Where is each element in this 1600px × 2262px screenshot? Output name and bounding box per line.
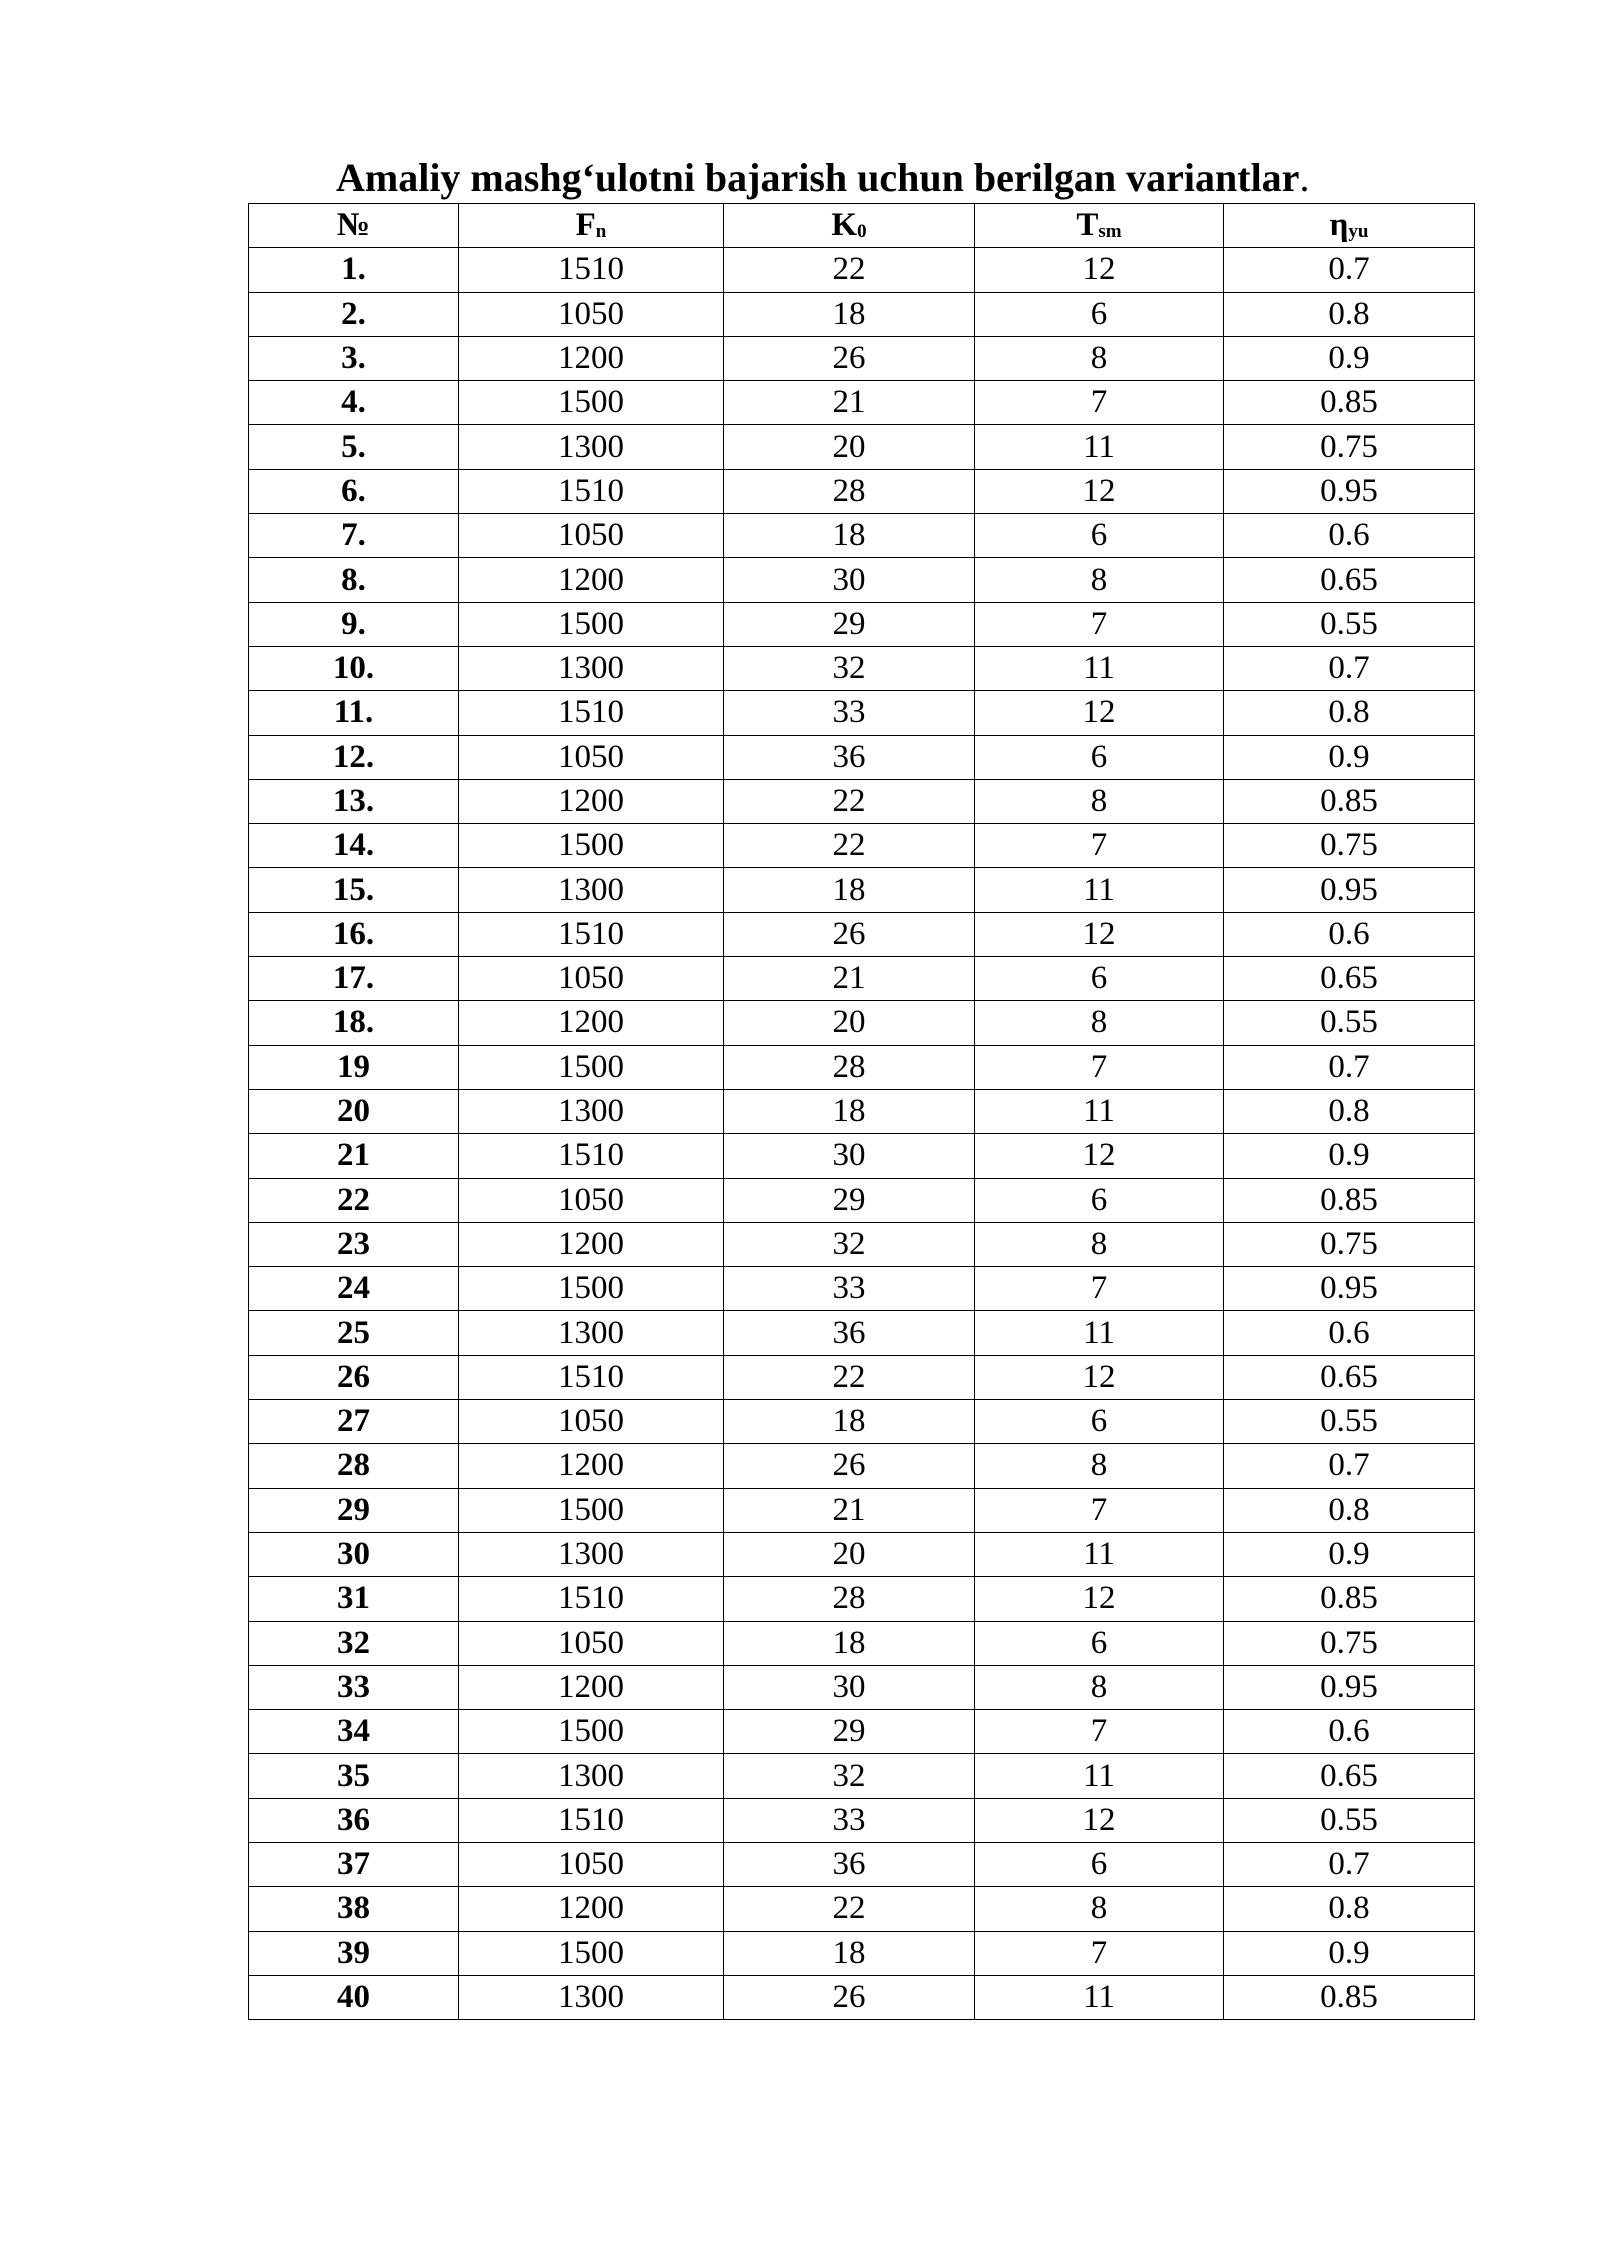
number-cell: 35 [249,1754,459,1798]
table-header-row [249,204,1475,248]
number-cell: 7. [249,514,459,558]
eta-yu-cell: 0.8 [1224,1887,1475,1931]
eta-yu-cell: 0.7 [1224,1444,1475,1488]
tsm-cell: 12 [975,248,1224,292]
k0-cell: 33 [724,691,975,735]
table-row [249,779,1475,823]
eta-yu-cell: 0.8 [1224,1488,1475,1532]
fn-cell: 1510 [459,1577,724,1621]
table-row [249,248,1475,292]
tsm-cell: 12 [975,912,1224,956]
number-cell: 30 [249,1532,459,1576]
tsm-cell: 8 [975,1665,1224,1709]
fn-cell: 1500 [459,1710,724,1754]
number-cell: 17. [249,957,459,1001]
number-cell: 23 [249,1222,459,1266]
eta-yu-cell: 0.6 [1224,1710,1475,1754]
k0-cell: 33 [724,1798,975,1842]
number-cell: 3. [249,336,459,380]
k0-cell: 32 [724,1222,975,1266]
header-fn-subscript: n [595,221,607,243]
page-title-text: Amaliy mashg‘ulotni bajarish uchun berilgan variantlar [336,155,1300,200]
k0-cell: 36 [724,735,975,779]
k0-cell: 26 [724,1975,975,2019]
eta-yu-cell: 0.9 [1224,735,1475,779]
number-cell: 13. [249,779,459,823]
number-cell: 28 [249,1444,459,1488]
tsm-cell: 8 [975,1222,1224,1266]
number-cell: 32 [249,1621,459,1665]
k0-cell: 30 [724,1665,975,1709]
eta-yu-cell: 0.95 [1224,868,1475,912]
number-cell: 16. [249,912,459,956]
fn-cell: 1050 [459,292,724,336]
number-cell: 11. [249,691,459,735]
number-cell: 40 [249,1975,459,2019]
eta-yu-cell: 0.7 [1224,646,1475,690]
fn-cell: 1050 [459,957,724,1001]
k0-cell: 18 [724,1621,975,1665]
eta-yu-cell: 0.95 [1224,1665,1475,1709]
fn-cell: 1300 [459,1754,724,1798]
k0-cell: 28 [724,1045,975,1089]
table-row [249,1045,1475,1089]
table-row [249,381,1475,425]
variants-table [248,203,1475,2020]
number-cell: 21 [249,1134,459,1178]
tsm-cell: 12 [975,1577,1224,1621]
tsm-cell: 8 [975,1444,1224,1488]
eta-yu-cell: 0.95 [1224,1267,1475,1311]
eta-yu-cell: 0.8 [1224,691,1475,735]
eta-yu-cell: 0.95 [1224,469,1475,513]
tsm-cell: 8 [975,558,1224,602]
tsm-cell: 7 [975,1267,1224,1311]
number-cell: 36 [249,1798,459,1842]
number-cell: 37 [249,1842,459,1886]
eta-yu-cell: 0.9 [1224,1134,1475,1178]
k0-cell: 32 [724,646,975,690]
number-cell: 24 [249,1267,459,1311]
k0-cell: 26 [724,912,975,956]
number-cell: 29 [249,1488,459,1532]
header-tsm-subscript: sm [1098,221,1122,243]
number-cell: 9. [249,602,459,646]
k0-cell: 18 [724,1400,975,1444]
tsm-cell: 6 [975,292,1224,336]
k0-cell: 22 [724,248,975,292]
k0-cell: 30 [724,558,975,602]
table-row [249,292,1475,336]
number-cell: 6. [249,469,459,513]
fn-cell: 1500 [459,1931,724,1975]
fn-cell: 1500 [459,602,724,646]
k0-cell: 21 [724,381,975,425]
number-cell: 8. [249,558,459,602]
table-body [249,248,1475,2020]
fn-cell: 1510 [459,248,724,292]
eta-yu-cell: 0.55 [1224,1400,1475,1444]
k0-cell: 20 [724,425,975,469]
tsm-cell: 11 [975,1089,1224,1133]
tsm-cell: 11 [975,1754,1224,1798]
k0-cell: 18 [724,1089,975,1133]
eta-yu-cell: 0.55 [1224,602,1475,646]
tsm-cell: 6 [975,1842,1224,1886]
fn-cell: 1300 [459,1311,724,1355]
eta-yu-cell: 0.6 [1224,514,1475,558]
tsm-cell: 11 [975,1532,1224,1576]
table-row [249,1444,1475,1488]
fn-cell: 1500 [459,1488,724,1532]
k0-cell: 22 [724,824,975,868]
tsm-cell: 12 [975,1134,1224,1178]
fn-cell: 1050 [459,514,724,558]
header-eta-yu [1224,204,1475,248]
number-cell: 27 [249,1400,459,1444]
eta-yu-cell: 0.75 [1224,425,1475,469]
table-row [249,469,1475,513]
tsm-cell: 7 [975,381,1224,425]
eta-yu-cell: 0.8 [1224,1089,1475,1133]
fn-cell: 1200 [459,336,724,380]
fn-cell: 1300 [459,1975,724,2019]
tsm-cell: 7 [975,1931,1224,1975]
fn-cell: 1200 [459,1444,724,1488]
k0-cell: 21 [724,957,975,1001]
page-title [336,152,1309,204]
table-row [249,868,1475,912]
number-cell: 2. [249,292,459,336]
eta-yu-cell: 0.65 [1224,1355,1475,1399]
header-fn-label: F [575,207,596,244]
number-cell: 1. [249,248,459,292]
number-cell: 10. [249,646,459,690]
fn-cell: 1510 [459,1798,724,1842]
tsm-cell: 11 [975,425,1224,469]
fn-cell: 1300 [459,1532,724,1576]
table-row [249,691,1475,735]
tsm-cell: 8 [975,779,1224,823]
eta-yu-cell: 0.85 [1224,779,1475,823]
eta-yu-cell: 0.7 [1224,1842,1475,1886]
fn-cell: 1200 [459,1222,724,1266]
fn-cell: 1500 [459,1045,724,1089]
fn-cell: 1300 [459,425,724,469]
fn-cell: 1300 [459,1089,724,1133]
k0-cell: 32 [724,1754,975,1798]
tsm-cell: 12 [975,691,1224,735]
header-eta-yu-label: η [1329,207,1349,244]
header-k0-label: K [831,207,858,244]
eta-yu-cell: 0.85 [1224,1577,1475,1621]
fn-cell: 1050 [459,1621,724,1665]
tsm-cell: 8 [975,1001,1224,1045]
eta-yu-cell: 0.8 [1224,292,1475,336]
number-cell: 34 [249,1710,459,1754]
header-tsm-label: T [1076,207,1099,244]
number-cell: 20 [249,1089,459,1133]
tsm-cell: 6 [975,735,1224,779]
table-row [249,1134,1475,1178]
eta-yu-cell: 0.65 [1224,957,1475,1001]
tsm-cell: 7 [975,1488,1224,1532]
eta-yu-cell: 0.85 [1224,1975,1475,2019]
tsm-cell: 12 [975,1355,1224,1399]
table-row [249,336,1475,380]
table-row [249,514,1475,558]
k0-cell: 18 [724,1931,975,1975]
number-cell: 4. [249,381,459,425]
k0-cell: 18 [724,514,975,558]
eta-yu-cell: 0.7 [1224,248,1475,292]
number-cell: 15. [249,868,459,912]
fn-cell: 1510 [459,1355,724,1399]
k0-cell: 18 [724,292,975,336]
fn-cell: 1510 [459,691,724,735]
number-cell: 14. [249,824,459,868]
eta-yu-cell: 0.75 [1224,1621,1475,1665]
header-eta-yu-subscript: yu [1348,221,1369,243]
tsm-cell: 11 [975,1975,1224,2019]
table-row [249,1931,1475,1975]
header-tsm [975,204,1224,248]
table-row [249,1089,1475,1133]
fn-cell: 1050 [459,1178,724,1222]
page-title-period: . [1299,155,1310,200]
k0-cell: 21 [724,1488,975,1532]
tsm-cell: 11 [975,868,1224,912]
eta-yu-cell: 0.9 [1224,1931,1475,1975]
table-row [249,1400,1475,1444]
tsm-cell: 7 [975,824,1224,868]
k0-cell: 30 [724,1134,975,1178]
table-row [249,425,1475,469]
number-cell: 18. [249,1001,459,1045]
table-row [249,1842,1475,1886]
table-row [249,1267,1475,1311]
fn-cell: 1200 [459,779,724,823]
eta-yu-cell: 0.6 [1224,1311,1475,1355]
k0-cell: 22 [724,779,975,823]
k0-cell: 29 [724,602,975,646]
table-row [249,824,1475,868]
table-row [249,1975,1475,2019]
tsm-cell: 8 [975,336,1224,380]
tsm-cell: 7 [975,1710,1224,1754]
tsm-cell: 6 [975,1178,1224,1222]
table-row [249,1222,1475,1266]
tsm-cell: 7 [975,602,1224,646]
k0-cell: 22 [724,1355,975,1399]
number-cell: 19 [249,1045,459,1089]
number-cell: 38 [249,1887,459,1931]
tsm-cell: 11 [975,1311,1224,1355]
tsm-cell: 6 [975,957,1224,1001]
table-row [249,1311,1475,1355]
table-row [249,1577,1475,1621]
k0-cell: 20 [724,1532,975,1576]
table-row [249,1532,1475,1576]
tsm-cell: 6 [975,1621,1224,1665]
fn-cell: 1510 [459,1134,724,1178]
fn-cell: 1050 [459,1400,724,1444]
number-cell: 12. [249,735,459,779]
tsm-cell: 12 [975,469,1224,513]
eta-yu-cell: 0.55 [1224,1798,1475,1842]
table-row [249,1754,1475,1798]
k0-cell: 33 [724,1267,975,1311]
k0-cell: 26 [724,336,975,380]
eta-yu-cell: 0.9 [1224,1532,1475,1576]
eta-yu-cell: 0.75 [1224,1222,1475,1266]
table-row [249,735,1475,779]
fn-cell: 1500 [459,1267,724,1311]
tsm-cell: 6 [975,1400,1224,1444]
k0-cell: 29 [724,1710,975,1754]
number-cell: 39 [249,1931,459,1975]
fn-cell: 1050 [459,1842,724,1886]
number-cell: 33 [249,1665,459,1709]
eta-yu-cell: 0.75 [1224,824,1475,868]
table-row [249,1887,1475,1931]
number-cell: 22 [249,1178,459,1222]
k0-cell: 36 [724,1311,975,1355]
eta-yu-cell: 0.65 [1224,558,1475,602]
k0-cell: 28 [724,1577,975,1621]
table-row [249,1665,1475,1709]
tsm-cell: 12 [975,1798,1224,1842]
table-row [249,1178,1475,1222]
eta-yu-cell: 0.85 [1224,381,1475,425]
k0-cell: 20 [724,1001,975,1045]
fn-cell: 1200 [459,1665,724,1709]
table-row [249,957,1475,1001]
fn-cell: 1200 [459,1001,724,1045]
fn-cell: 1200 [459,558,724,602]
table-row [249,602,1475,646]
table-row [249,912,1475,956]
eta-yu-cell: 0.55 [1224,1001,1475,1045]
k0-cell: 28 [724,469,975,513]
table-row [249,1488,1475,1532]
table-row [249,558,1475,602]
number-cell: 26 [249,1355,459,1399]
table-row [249,1001,1475,1045]
k0-cell: 26 [724,1444,975,1488]
fn-cell: 1500 [459,381,724,425]
number-cell: 5. [249,425,459,469]
tsm-cell: 7 [975,1045,1224,1089]
number-cell: 25 [249,1311,459,1355]
table-row [249,1710,1475,1754]
header-number-label: № [336,207,371,244]
eta-yu-cell: 0.9 [1224,336,1475,380]
eta-yu-cell: 0.7 [1224,1045,1475,1089]
fn-cell: 1300 [459,868,724,912]
fn-cell: 1050 [459,735,724,779]
eta-yu-cell: 0.6 [1224,912,1475,956]
header-fn [459,204,724,248]
table-row [249,1798,1475,1842]
table-row [249,1621,1475,1665]
fn-cell: 1200 [459,1887,724,1931]
header-k0 [724,204,975,248]
table-row [249,1355,1475,1399]
k0-cell: 29 [724,1178,975,1222]
header-number [249,204,459,248]
k0-cell: 18 [724,868,975,912]
fn-cell: 1300 [459,646,724,690]
fn-cell: 1500 [459,824,724,868]
table-row [249,646,1475,690]
tsm-cell: 11 [975,646,1224,690]
fn-cell: 1510 [459,912,724,956]
header-k0-subscript: 0 [857,221,867,243]
tsm-cell: 8 [975,1887,1224,1931]
k0-cell: 22 [724,1887,975,1931]
k0-cell: 36 [724,1842,975,1886]
eta-yu-cell: 0.85 [1224,1178,1475,1222]
eta-yu-cell: 0.65 [1224,1754,1475,1798]
tsm-cell: 6 [975,514,1224,558]
number-cell: 31 [249,1577,459,1621]
fn-cell: 1510 [459,469,724,513]
